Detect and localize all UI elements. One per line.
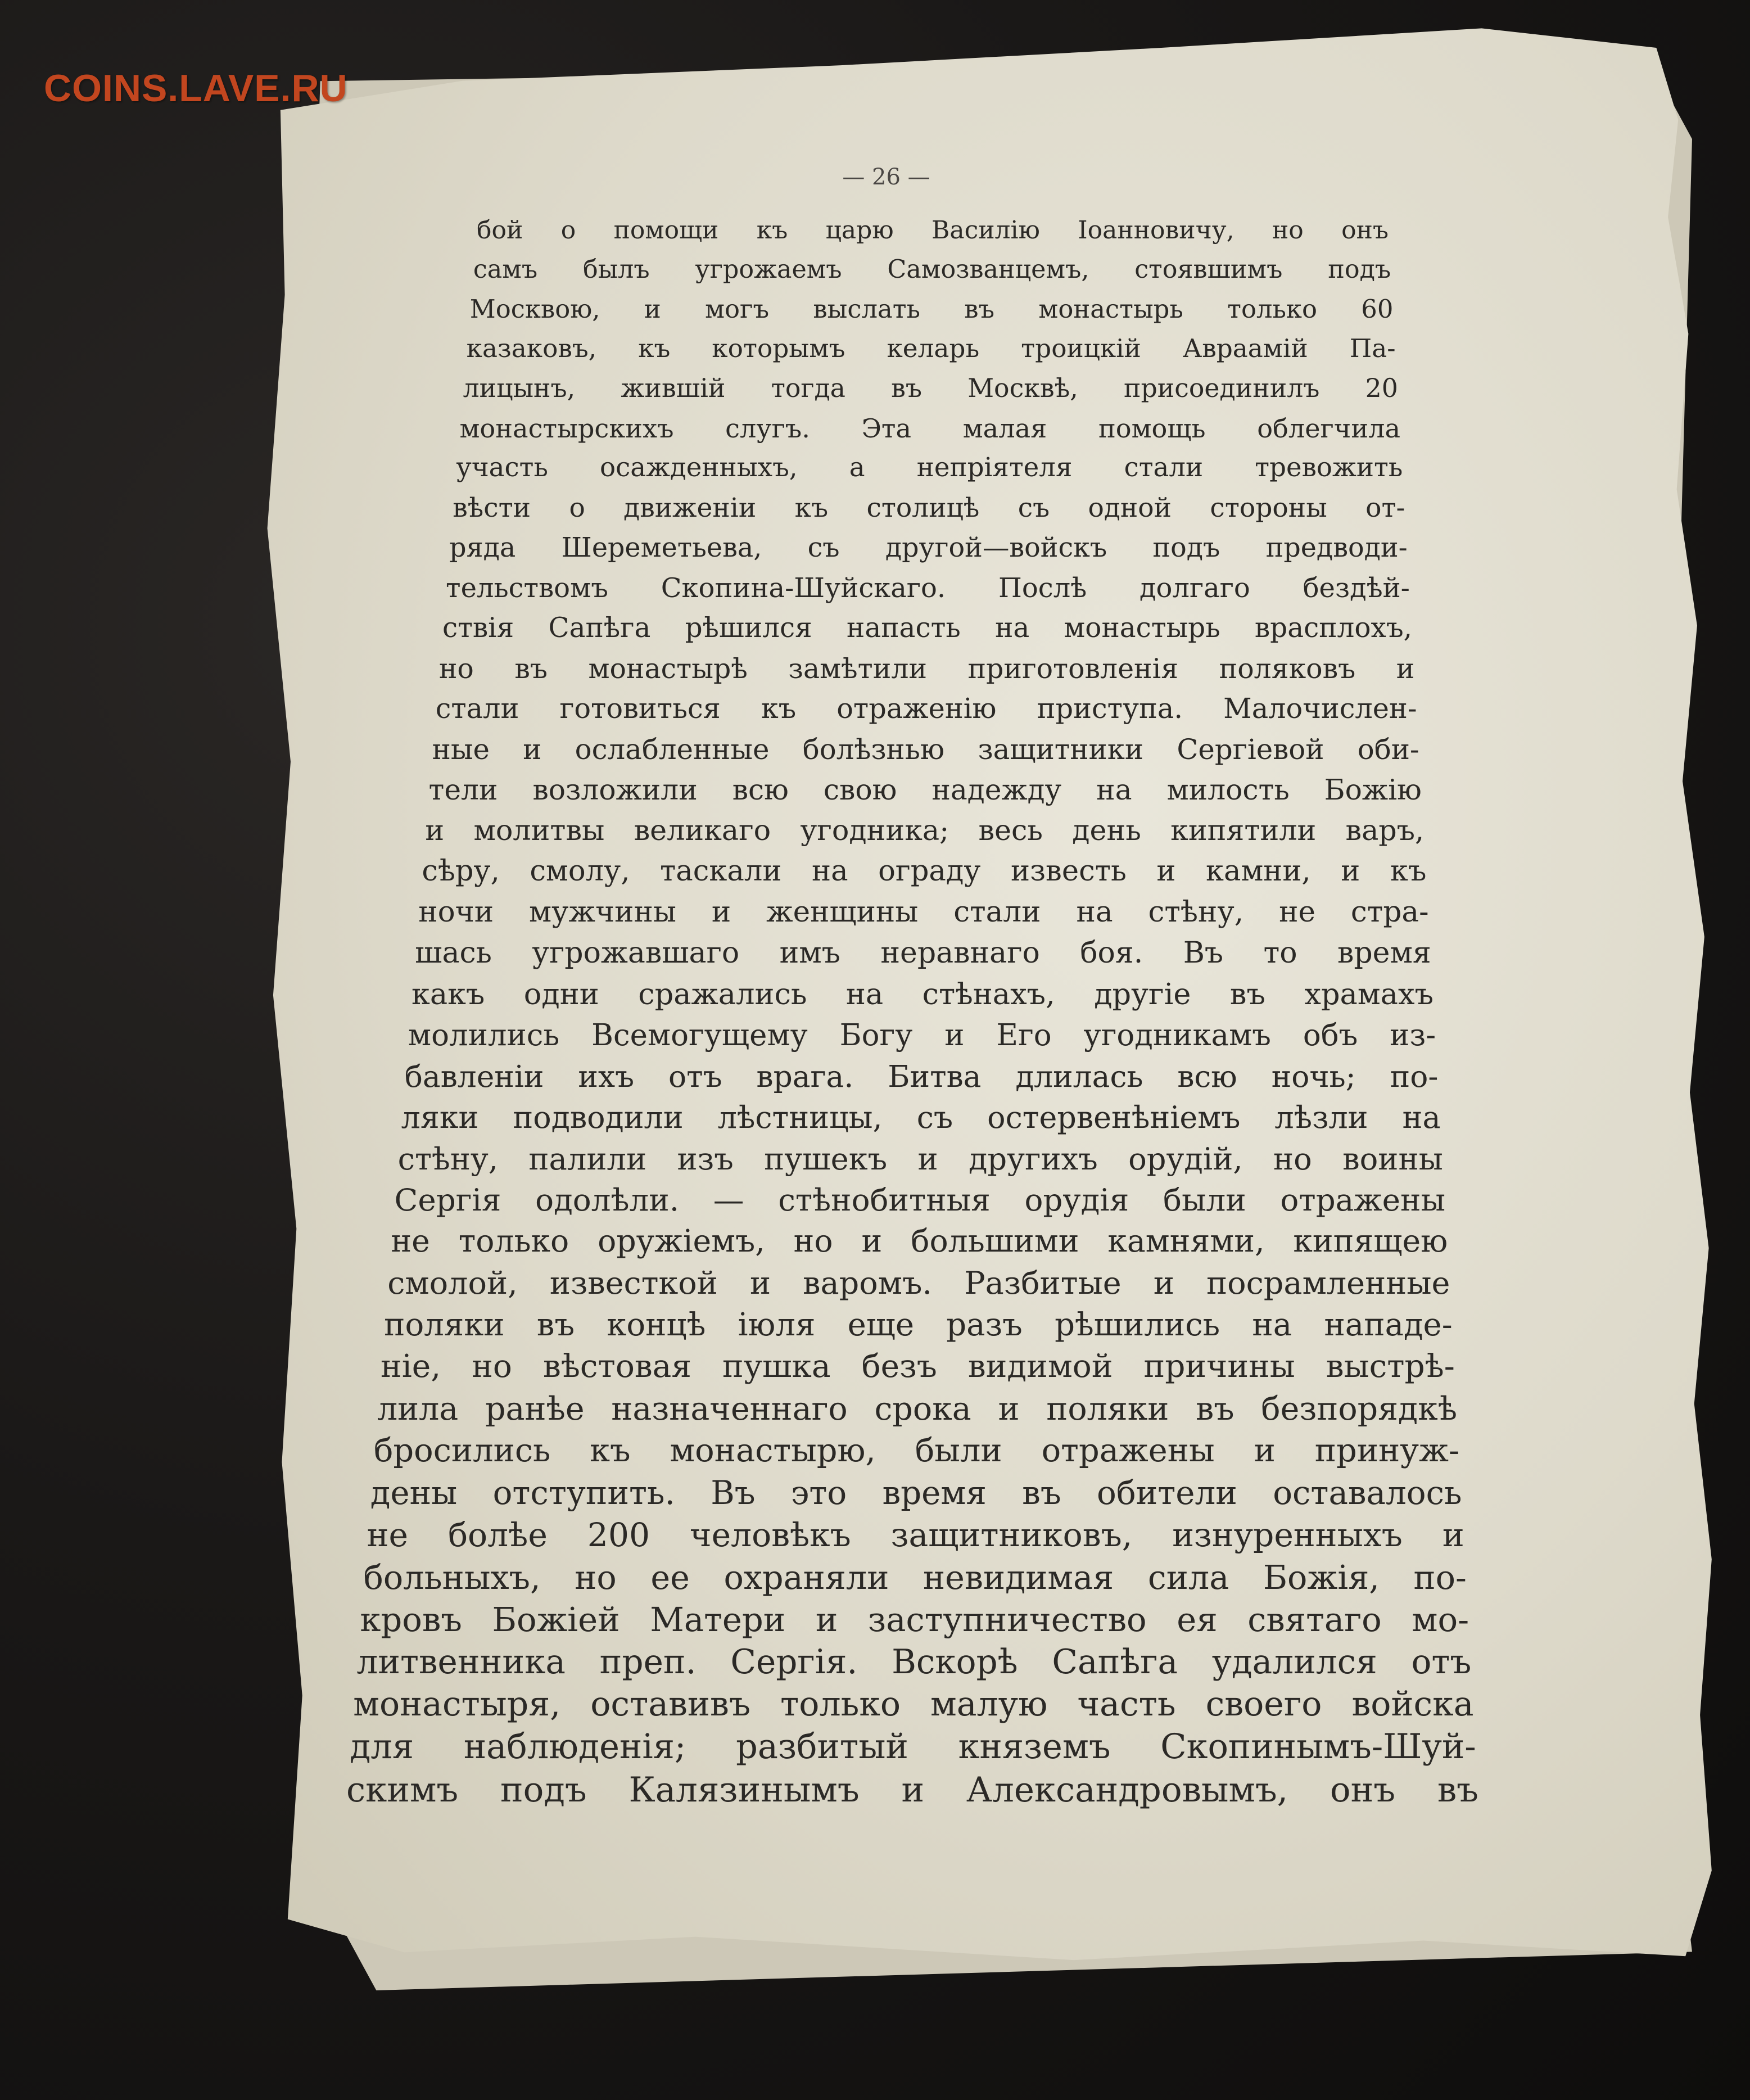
text-line-content: лицынъ, жившій тогда въ Москвѣ, присоединилъ 20 xyxy=(463,373,1398,403)
text-line xyxy=(0,409,1750,449)
text-line xyxy=(0,810,1750,851)
body-text xyxy=(0,211,1750,1812)
text-line xyxy=(0,568,1750,608)
text-line-content: вѣсти о движеніи къ столицѣ съ одной стороны от- xyxy=(453,493,1405,524)
page-number: — 26 — xyxy=(842,164,930,190)
text-line-content: ляки подводили лѣстницы, съ остервенѣніемъ лѣзли на xyxy=(401,1100,1441,1136)
text-line xyxy=(0,770,1750,810)
text-line xyxy=(0,1056,1750,1097)
text-line-content: участь осажденныхъ, а непріятеля стали тревожить xyxy=(456,453,1403,484)
text-line-content: поляки въ концѣ іюля еще разъ рѣшились на нападе- xyxy=(384,1307,1453,1344)
text-line xyxy=(0,290,1750,329)
text-line xyxy=(0,1514,1750,1556)
text-line xyxy=(0,1180,1750,1221)
text-line xyxy=(0,689,1750,729)
text-line xyxy=(0,528,1750,568)
text-line-content: ніе, но вѣстовая пушка безъ видимой причины выстрѣ- xyxy=(381,1348,1455,1385)
text-line xyxy=(0,1346,1750,1388)
text-line-content: самъ былъ угрожаемъ Самозванцемъ, стоявшимъ подъ xyxy=(473,255,1391,284)
text-line-content: бой о помощи къ царю Василію Іоанновичу, но онъ xyxy=(477,216,1389,245)
text-line xyxy=(0,649,1750,689)
text-line-content: монастырскихъ слугъ. Эта малая помощь облегчила xyxy=(459,413,1401,444)
text-line xyxy=(0,1641,1750,1684)
text-line-content: и молитвы великаго угодника; весь день кипятили варъ, xyxy=(425,814,1425,847)
text-line-content: монастыря, оставивъ только малую часть своего войска xyxy=(353,1684,1474,1724)
text-line-content: кровъ Божіей Матери и заступничество ея святаго мо- xyxy=(360,1600,1469,1640)
text-line-content: ствія Сапѣга рѣшился напасть на монастырь врасплохъ, xyxy=(442,612,1413,644)
text-line xyxy=(0,1097,1750,1138)
text-line xyxy=(0,892,1750,933)
text-line xyxy=(0,1139,1750,1180)
text-line xyxy=(0,851,1750,892)
watermark: COINS.LAVE.RU xyxy=(44,67,348,110)
text-line xyxy=(0,250,1750,290)
text-line-content: Москвою, и могъ выслать въ монастырь только 60 xyxy=(469,294,1394,324)
text-line xyxy=(0,369,1750,409)
text-line xyxy=(0,211,1750,250)
text-line-content: шась угрожавшаго имъ неравнаго боя. Въ то время xyxy=(415,936,1431,970)
text-line-content: Сергія одолѣли. — стѣнобитныя орудія были отражены xyxy=(394,1182,1446,1218)
text-line xyxy=(0,1769,1750,1812)
text-line-content: сѣру, смолу, таскали на ограду известь и камни, и къ xyxy=(422,854,1427,888)
text-line xyxy=(0,1683,1750,1726)
text-line-content: казаковъ, къ которымъ келарь троицкій Авраамій Па- xyxy=(466,333,1396,364)
text-line-content: не только оружіемъ, но и большими камнями, кипящею xyxy=(391,1223,1448,1260)
text-line xyxy=(0,729,1750,770)
text-line-content: бавленіи ихъ отъ врага. Битва длилась всю ночь; по- xyxy=(404,1059,1439,1095)
text-line-content: ные и ослабленные болѣзнью защитники Сергіевой оби- xyxy=(432,733,1419,766)
text-line-content: тели возложили всю свою надежду на милость Божію xyxy=(428,773,1422,807)
text-line xyxy=(0,1598,1750,1641)
text-line-content: дены отступить. Въ это время въ обители оставалось xyxy=(370,1474,1462,1512)
text-line-content: для наблюденія; разбитый княземъ Скопинымъ-Шуй- xyxy=(350,1727,1476,1767)
text-line xyxy=(0,974,1750,1015)
text-line-content: скимъ подъ Калязинымъ и Александровымъ, онъ въ xyxy=(346,1769,1478,1810)
text-line xyxy=(0,448,1750,488)
text-line-content: тельствомъ Скопина-Шуйскаго. Послѣ долгаго бездѣй- xyxy=(446,572,1410,604)
text-line-content: какъ одни сражались на стѣнахъ, другіе въ храмахъ xyxy=(412,977,1434,1011)
text-line xyxy=(0,1726,1750,1769)
text-line-content: не болѣе 200 человѣкъ защитниковъ, изнуренныхъ и xyxy=(367,1516,1464,1555)
text-line xyxy=(0,1430,1750,1472)
text-line xyxy=(0,1263,1750,1304)
text-line-content: ночи мужчины и женщины стали на стѣну, не стра- xyxy=(418,895,1429,929)
text-line xyxy=(0,1221,1750,1263)
text-line xyxy=(0,1015,1750,1056)
text-line-content: больныхъ, но ее охраняли невидимая сила Божія, по- xyxy=(363,1558,1467,1597)
text-line-content: смолой, известкой и варомъ. Разбитые и посрамленные xyxy=(387,1265,1450,1302)
text-line xyxy=(0,1472,1750,1514)
text-line-content: но въ монастырѣ замѣтили приготовленія поляковъ и xyxy=(438,652,1415,685)
text-line-content: стѣну, палили изъ пушекъ и другихъ орудій, но воины xyxy=(397,1141,1443,1177)
text-line-content: бросились къ монастырю, были отражены и принуж- xyxy=(373,1431,1460,1470)
text-line-content: стали готовиться къ отраженію приступа. Малочислен- xyxy=(435,692,1417,725)
text-line xyxy=(0,1388,1750,1430)
text-line xyxy=(0,1304,1750,1346)
text-line xyxy=(0,1556,1750,1598)
text-line xyxy=(0,608,1750,649)
text-line-content: лила ранѣе назначеннаго срока и поляки въ безпорядкѣ xyxy=(377,1390,1458,1428)
text-line xyxy=(0,329,1750,368)
text-line-content: молились Всемогущему Богу и Его угодникамъ объ из- xyxy=(408,1018,1436,1053)
text-line-content: ряда Шереметьева, съ другой—войскъ подъ предводи- xyxy=(449,532,1408,564)
text-line xyxy=(0,933,1750,974)
text-line-content: литвенника преп. Сергія. Вскорѣ Сапѣга удалился отъ xyxy=(356,1642,1472,1682)
text-line xyxy=(0,488,1750,528)
